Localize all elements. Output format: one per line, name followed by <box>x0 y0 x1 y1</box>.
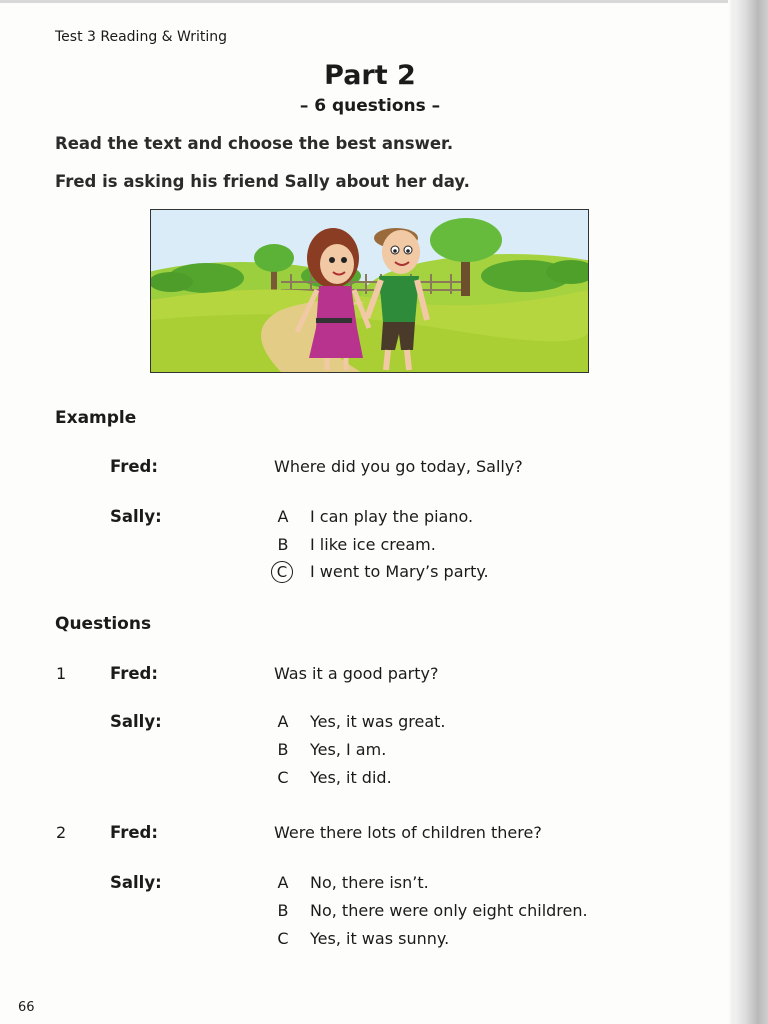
q2-option-b[interactable]: No, there were only eight children. <box>310 901 588 920</box>
example-option-text: I like ice cream. <box>310 535 436 554</box>
q1-speaker-sally: Sally: <box>110 712 162 731</box>
context-line: Fred is asking his friend Sally about her day. <box>55 172 470 191</box>
q1-option-b-letter[interactable]: B <box>277 740 289 759</box>
example-option-text: I can play the piano. <box>310 507 474 526</box>
example-option-text: I went to Mary’s party. <box>310 562 489 581</box>
q1-question: Was it a good party? <box>274 664 439 683</box>
book-spine <box>734 0 768 1024</box>
running-head: Test 3 Reading & Writing <box>55 29 228 45</box>
q2-speaker-sally: Sally: <box>110 873 162 892</box>
q1-option-c-letter[interactable]: C <box>277 768 289 787</box>
q1-option-c[interactable]: Yes, it did. <box>310 768 392 787</box>
q2-option-a-letter[interactable]: A <box>277 873 289 892</box>
q2-option-b-letter[interactable]: B <box>277 901 289 920</box>
q2-question: Were there lots of children there? <box>274 823 542 842</box>
example-question: Where did you go today, Sally? <box>274 457 523 476</box>
page-number: 66 <box>18 1000 35 1015</box>
example-option-letter: A <box>277 507 289 526</box>
story-illustration <box>150 209 589 373</box>
q2-option-c-letter[interactable]: C <box>277 929 289 948</box>
q1-option-a-letter[interactable]: A <box>277 712 289 731</box>
example-heading: Example <box>55 408 137 428</box>
q2-speaker-fred: Fred: <box>110 823 158 842</box>
q1-option-a[interactable]: Yes, it was great. <box>310 712 446 731</box>
q2-option-a[interactable]: No, there isn’t. <box>310 873 429 892</box>
instruction-line: Read the text and choose the best answer. <box>55 134 454 153</box>
questions-heading: Questions <box>55 614 152 634</box>
question-number: 1 <box>56 664 67 683</box>
q1-option-b[interactable]: Yes, I am. <box>310 740 387 759</box>
example-option-letter: B <box>277 535 289 554</box>
q1-speaker-fred: Fred: <box>110 664 158 683</box>
part-subtitle: – 6 questions – <box>299 96 441 116</box>
q2-option-c[interactable]: Yes, it was sunny. <box>310 929 450 948</box>
top-rule <box>0 0 740 3</box>
part-title: Part 2 <box>324 60 416 91</box>
example-speaker-fred: Fred: <box>110 457 158 476</box>
question-number: 2 <box>56 823 67 842</box>
example-speaker-sally: Sally: <box>110 507 162 526</box>
example-answer-circled: C <box>271 561 293 583</box>
